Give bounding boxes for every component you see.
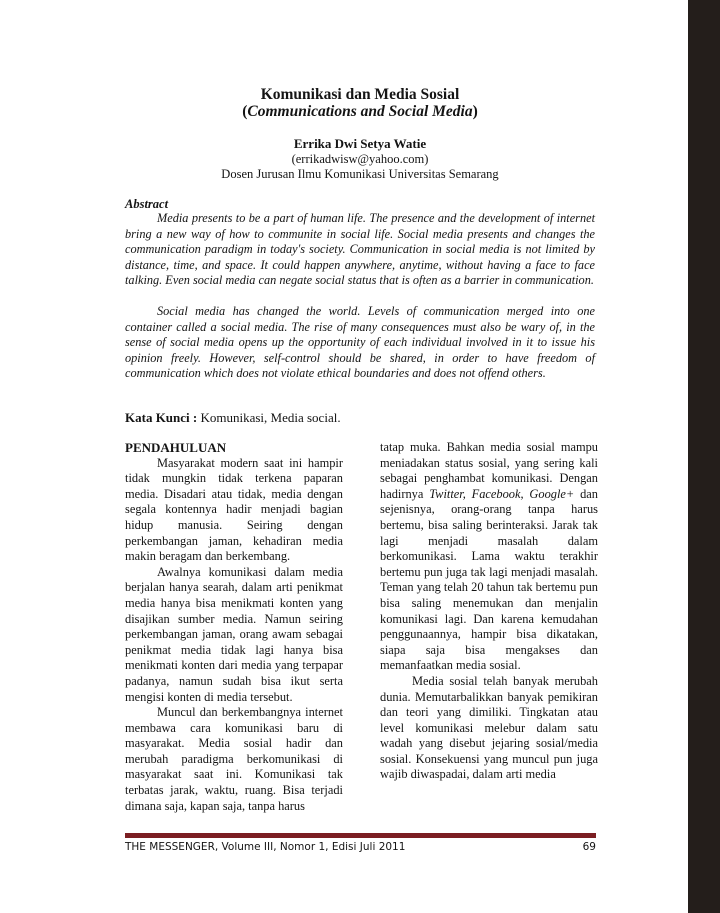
body-text: tatap muka. Bahkan media sosial mampu meniadakan status sosial, yang sering kali sebagai penghambat komunikasi. Dengan hadirnya bbox=[380, 440, 598, 501]
keywords-value: Komunikasi, Media social. bbox=[200, 410, 341, 425]
body-column-right bbox=[380, 440, 598, 783]
author-name: Errika Dwi Setya Watie bbox=[293, 136, 427, 151]
body-paragraph: Masyarakat modern saat ini hampir tidak mungkin tidak terkena paparan media. Disadari atau tidak, media dengan segala kontennya hadir menjadi bagian hidup manusia. Seiring dengan perkembangan jaman, kehadiran media makin beragam dan berkembang. bbox=[125, 455, 343, 564]
keywords-label: Kata Kunci : bbox=[125, 410, 198, 425]
author-affiliation: Dosen Jurusan Ilmu Komunikasi Universitas Semarang bbox=[221, 167, 499, 181]
abstract-paragraph-1: Media presents to be a part of human life. The presence and the development of internet bring a new way of how to communite in social life. Social media presents and changes the communication paradigm in today's society. Communication in social media is not limited by distance, time, and space. It could happen anywhere, anytime, without having a face to face talking. Even social media can negate social status that is often as a barrier in communication. bbox=[125, 211, 595, 287]
subtitle-text: Communications and Social Media bbox=[247, 103, 473, 120]
body-text: dan sejenisnya, orang-orang tanpa harus bertemu, bisa saling berinteraksi. Jarak tak lagi menjadi masalah dalam berkomunikasi. Lama waktu terakhir bertemu pun juga tak lagi menjadi masalah. Teman yang telah 20 tahun tak bertemu pun bisa saling menemukan dan menjalin komunikasi lagi. Dan karena kemudahan penggunaannya, hampir bisa dikatakan, siapa saja bisa mengakses dan memanfaatkan media sosial. bbox=[380, 486, 598, 673]
article-title: Komunikasi dan Media Sosial bbox=[260, 86, 460, 103]
platform-names: Twitter, Facebook, Google+ bbox=[429, 486, 575, 501]
body-paragraph: Awalnya komunikasi dalam media berjalan hanya searah, dalam arti penikmat media hanya bisa menikmati konten yang disajikan sumber media. Namun seiring perkembangan jaman, orang awam sebagai penikmat media tidak lagi hanya bisa menikmati konten dari media yang terpapar padanya, namun sudah bisa ikut serta mengisi konten di media tersebut. bbox=[125, 564, 343, 704]
body-paragraph: Muncul dan berkembangnya internet membawa cara komunikasi baru di masyarakat. Media sosial hadir dan merubah paradigma berkomunikasi di masyarakat saat ini. Komunikasi tak terbatas jarak, waktu, ruang. Bisa terjadi dimana saja, kapan saja, tanpa harus bbox=[125, 705, 343, 813]
section-heading: PENDAHULUAN bbox=[125, 440, 227, 455]
subtitle-close-paren: ) bbox=[472, 103, 478, 120]
subtitle-open-paren: ( bbox=[242, 103, 248, 120]
article-subtitle bbox=[0, 103, 720, 121]
footer-journal: THE MESSENGER, Volume III, Nomor 1, Edisi Juli 2011 bbox=[125, 841, 406, 853]
footer-rule bbox=[125, 833, 596, 838]
abstract-paragraph-2: Social media has changed the world. Levels of communication merged into one container called a social media. The rise of many consequences must also be wary of, in the sense of social media opens up the opportunity of each individual involved in it to issue his opinion freely. However, self-control should be shared, in order to have freedom of communication which does not violate ethical boundaries and does not offend others. bbox=[125, 304, 595, 380]
body-column-left bbox=[125, 440, 343, 814]
author-email: (errikadwisw@yahoo.com) bbox=[291, 152, 429, 166]
abstract-heading: Abstract bbox=[125, 197, 169, 211]
body-paragraph: Media sosial telah banyak merubah dunia. Memutarbalikkan banyak pemikiran dan teori yang dimiliki. Tingkatan atau level komunikasi melebur dalam satu wadah yang disebut jejaring sosial/media sosial. Konsekuensi yang muncul pun juga wajib diwaspadai, dalam arti media bbox=[380, 673, 598, 782]
keywords bbox=[125, 410, 341, 426]
body-paragraph bbox=[380, 440, 598, 674]
footer-page-number: 69 bbox=[582, 841, 596, 853]
